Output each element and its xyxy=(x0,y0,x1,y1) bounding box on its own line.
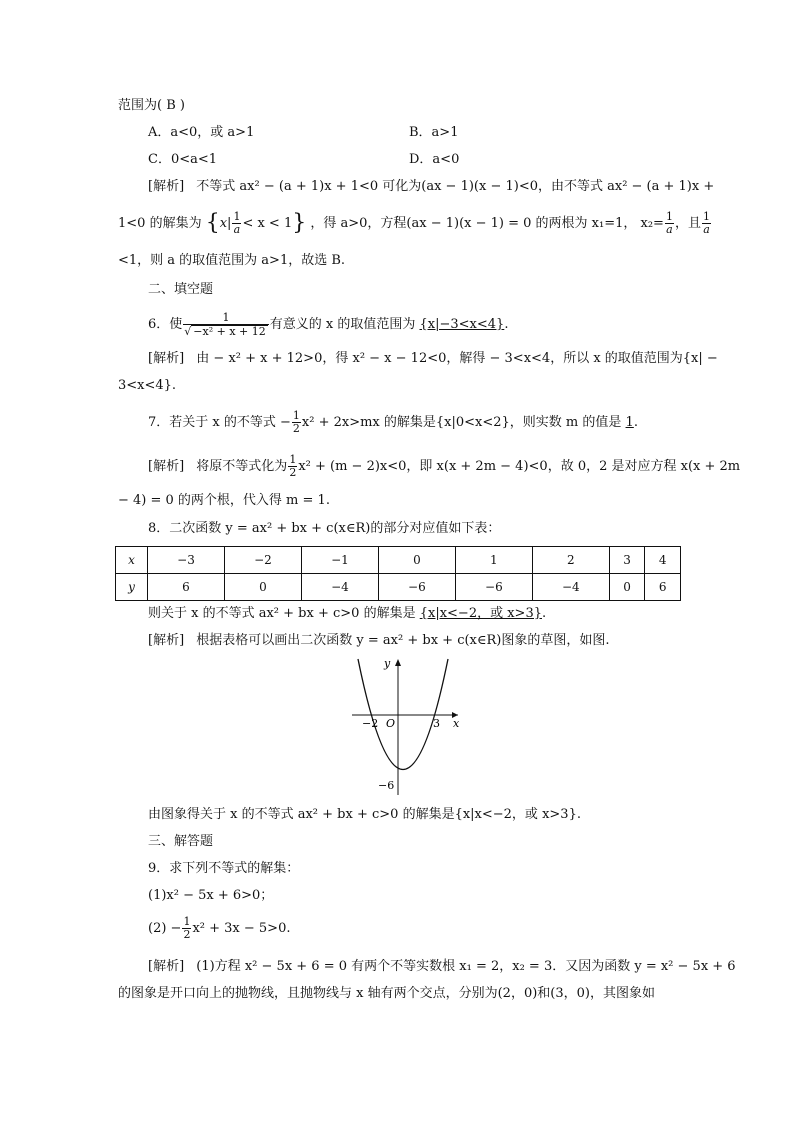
analysis-tag: [解析] xyxy=(148,959,185,974)
table-cell: 2 xyxy=(532,547,609,574)
graph-y-label: y xyxy=(384,657,391,670)
cond-fraction-num: 1 xyxy=(702,210,710,223)
q9-part2-post: x² + 3x − 5>0. xyxy=(192,921,291,936)
graph-origin-label: O xyxy=(386,717,396,730)
q9-part2 xyxy=(148,914,290,944)
q5-analysis-line3: <1，则 a 的取值范围为 a>1，故选 B. xyxy=(118,253,346,268)
q9-analysis-text1: (1)方程 x² − 5x + 6 = 0 有两个不等实数根 x₁ = 2，x₂ = 3．又因为函数 y = x² − 5x + 6 xyxy=(196,959,736,974)
table-cell: −1 xyxy=(301,547,378,574)
q7-stem: 7．若关于 x 的不等式 − $\frac{1}{2}$ x² + 2x>mx 的解集是{x|0<x<2}，则实数 m 的值是 1. xyxy=(148,409,638,435)
analysis-tag: [解析] xyxy=(148,633,185,648)
q5-continuation: 范围为( B ) xyxy=(118,98,185,113)
q8-stem: 8．二次函数 y = ax² + bx + c(x∈R)的部分对应值如下表： xyxy=(148,521,501,536)
q7-an-fraction-den: 2 xyxy=(289,466,297,479)
root-fraction-num: 1 xyxy=(665,210,673,223)
q8-answer: {x|x<−2，或 x>3} xyxy=(419,606,542,621)
q6-fraction-den: √ −x² + x + 12 xyxy=(184,324,266,338)
q5-analysis-line2 xyxy=(118,210,712,238)
root-fraction xyxy=(665,211,674,236)
table-cell: −6 xyxy=(378,574,455,601)
q9-fraction-num: 1 xyxy=(183,915,191,928)
q6-stem: 6．使 $\frac{1}{\text{√ −x² + x + 12}}$ 有意义的 x 的取值范围为 {x|−3<x<4}. xyxy=(148,310,509,338)
q6-post: 有意义的 x 的取值范围为 xyxy=(269,317,416,332)
q6-analysis-text1: 由 − x² + x + 12>0，得 x² − x − 12<0，解得 − 3<x<4，所以 x 的取值范围为{x| − xyxy=(196,351,718,366)
option-b: B．a>1 xyxy=(409,125,459,140)
option-d: D．a<0 xyxy=(409,152,460,167)
root-fraction-den: a xyxy=(666,223,673,236)
analysis-tag: [解析] xyxy=(148,459,185,474)
table-cell: 4 xyxy=(645,547,681,574)
q6-fraction xyxy=(183,312,268,338)
analysis-tag: [解析] xyxy=(148,179,185,194)
table-row-x xyxy=(116,547,681,574)
table-cell: 6 xyxy=(645,574,681,601)
graph-min-label: −6 xyxy=(378,779,395,792)
option-c: C．0<a<1 xyxy=(148,152,218,167)
analysis-tag: [解析] xyxy=(148,351,185,366)
q8-analysis-line2: 由图象得关于 x 的不等式 ax² + bx + c>0 的解集是{x|x<−2，或 x>3}. xyxy=(148,807,581,822)
q6-radicand: −x² + x + 12 xyxy=(193,324,266,338)
y-axis-arrow-icon xyxy=(395,659,401,666)
q7-analysis-line2: − 4) = 0 的两个根，代入得 m = 1. xyxy=(118,493,330,508)
option-a: A．a<0，或 a>1 xyxy=(148,125,255,140)
q8-analysis-text1: 根据表格可以画出二次函数 y = ax² + bx + c(x∈R)图象的草图，如图. xyxy=(196,633,610,648)
cond-fraction-den: a xyxy=(703,223,710,236)
section-fill-in-heading: 二、填空题 xyxy=(148,282,214,297)
table-cell: 1 xyxy=(455,547,532,574)
q9-part1: (1)x² − 5x + 6>0； xyxy=(148,888,274,903)
q7-answer: 1 xyxy=(625,415,634,430)
q9-fraction-den: 2 xyxy=(183,928,191,941)
parabola-curve xyxy=(358,659,448,770)
q8-analysis-line1 xyxy=(148,632,610,650)
table-cell: 0 xyxy=(224,574,301,601)
set-fraction-den: a xyxy=(233,223,241,236)
table-cell: −6 xyxy=(455,574,532,601)
q7-post: x² + 2x>mx 的解集是{x|0<x<2}，则实数 m 的值是 xyxy=(301,415,622,430)
q6-fraction-num: 1 xyxy=(183,312,268,325)
set-var: x| xyxy=(219,216,232,231)
value-table xyxy=(115,546,681,601)
table-cell: 3 xyxy=(609,547,645,574)
set-fraction-num: 1 xyxy=(233,210,241,223)
table-cell: −4 xyxy=(301,574,378,601)
q8-question-text: 则关于 x 的不等式 ax² + bx + c>0 的解集是 xyxy=(148,606,416,621)
right-brace: } xyxy=(292,210,307,236)
table-header-y: y xyxy=(116,574,148,601)
set-fraction xyxy=(232,211,241,236)
q9-fraction xyxy=(182,916,191,941)
q9-stem: 9．求下列不等式的解集： xyxy=(148,861,300,876)
q7-pre: 7．若关于 x 的不等式 − xyxy=(148,415,291,430)
table-cell: −4 xyxy=(532,574,609,601)
q5-analysis-text2a: 1<0 的解集为 xyxy=(118,216,202,231)
q6-analysis-line1 xyxy=(148,350,718,368)
q7-fraction-num: 1 xyxy=(292,409,300,422)
left-brace: { xyxy=(205,210,220,236)
q6-answer: {x|−3<x<4} xyxy=(419,317,505,332)
q5-analysis-text2b: ，得 a>0，方程(ax − 1)(x − 1) = 0 的两根为 x₁=1， x₂= xyxy=(310,216,664,231)
graph-left-root-label: −2 xyxy=(362,717,379,730)
q5-analysis-text2c: ，且 xyxy=(674,216,701,231)
q7-an-fraction xyxy=(288,454,297,479)
table-cell: 6 xyxy=(148,574,225,601)
q9-analysis-line2: 的图象是开口向上的抛物线，且抛物线与 x 轴有两个交点，分别为(2，0)和(3，0)，其图象如 xyxy=(118,986,655,1001)
q8-question: 则关于 x 的不等式 ax² + bx + c>0 的解集是 {x|x<−2，或 x>3}. xyxy=(148,606,547,621)
q9-analysis-line1 xyxy=(148,958,736,976)
q9-part2-pre: (2) − xyxy=(148,921,182,936)
set-condition: < x < 1 xyxy=(242,216,293,231)
q5-analysis-text1: 不等式 ax² − (a + 1)x + 1<0 可化为(ax − 1)(x − 1)<0，由不等式 ax² − (a + 1)x + xyxy=(196,179,715,194)
q7-analysis-text1a: 将原不等式化为 xyxy=(196,459,288,474)
q6-pre: 6．使 xyxy=(148,317,183,332)
graph-x-label: x xyxy=(453,717,460,730)
table-cell: 0 xyxy=(378,547,455,574)
graph-right-root-label: 3 xyxy=(433,717,440,730)
q5-analysis-line1 xyxy=(148,178,714,196)
table-row-y xyxy=(116,574,681,601)
table-cell: −2 xyxy=(224,547,301,574)
cond-fraction xyxy=(702,211,711,236)
q7-analysis-text1b: x² + (m − 2)x<0，即 x(x + 2m − 4)<0，故 0，2 是对应方程 x(x + 2m xyxy=(298,459,741,474)
section-solve-heading: 三、解答题 xyxy=(148,834,214,849)
table-cell: 0 xyxy=(609,574,645,601)
q7-fraction-den: 2 xyxy=(292,422,300,435)
q7-an-fraction-num: 1 xyxy=(289,453,297,466)
q7-analysis-line1 xyxy=(148,452,740,482)
parabola-graph xyxy=(340,655,470,800)
q7-fraction xyxy=(292,410,301,435)
q6-analysis-line2: 3<x<4}. xyxy=(118,378,177,393)
table-cell: −3 xyxy=(148,547,225,574)
table-header-x: x xyxy=(116,547,148,574)
